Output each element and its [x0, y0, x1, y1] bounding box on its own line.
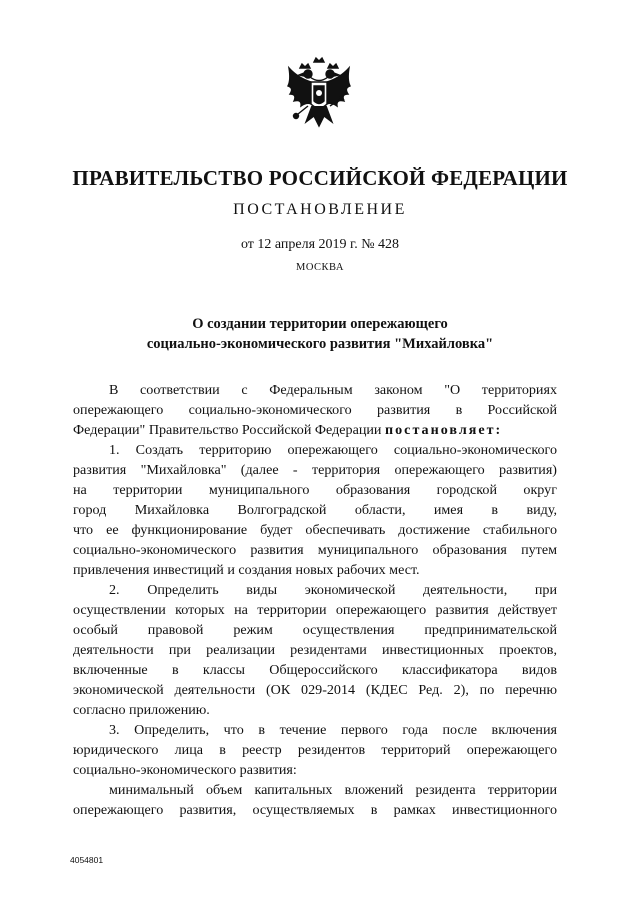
body-line: особый правовой режим осуществления предпринимательской: [73, 622, 557, 638]
body-line: развития "Михайловка" (далее - территория опережающего развития): [73, 462, 557, 478]
subject-line: социально-экономического развития "Михайловка": [146, 336, 494, 352]
coat-of-arms-icon: [284, 56, 354, 134]
body-line: социально-экономического развития муниципального образования путем: [73, 542, 557, 558]
body-line: включенные в классы Общероссийского классификатора видов: [73, 662, 557, 678]
document-subject: [0, 314, 640, 354]
body-line: В соответствии с Федеральным законом "О территориях: [109, 382, 557, 398]
body-line: на территории муниципального образования городской округ: [73, 482, 557, 498]
body-line: осуществлении которых на территории опережающего развития действует: [73, 602, 557, 618]
body-line: опережающего социально-экономического развития в Российской: [73, 402, 557, 418]
document-type: ПОСТАНОВЛЕНИЕ: [233, 201, 407, 218]
body-line: опережающего развития, осуществляемых в рамках инвестиционного: [73, 802, 557, 818]
body-line: 2. Определить виды экономической деятельности, при: [109, 582, 557, 598]
body-line: деятельности при реализации резидентами инвестиционных проектов,: [73, 642, 557, 658]
body-line: что ее функционирование будет обеспечивать достижение стабильного: [73, 522, 557, 538]
issue-city: МОСКВА: [296, 262, 344, 273]
body-line: согласно приложению.: [73, 702, 210, 718]
body-line: социально-экономического развития:: [73, 762, 297, 778]
body-line: юридического лица в реестр резидентов территорий опережающего: [73, 742, 557, 758]
document-code: 4054801: [70, 855, 104, 865]
body-line: 1. Создать территорию опережающего социально-экономического: [109, 442, 557, 458]
body-line: привлечения инвестиций и создания новых рабочих мест.: [73, 562, 420, 578]
body-line: экономической деятельности (ОК 029-2014 (КДЕС Ред. 2), по перечню: [73, 682, 557, 698]
body-line: 3. Определить, что в течение первого года после включения: [109, 722, 557, 738]
body-line: [73, 420, 557, 440]
government-title: ПРАВИТЕЛЬСТВО РОССИЙСКОЙ ФЕДЕРАЦИИ: [72, 166, 568, 190]
resolution-keyword: постановляет:: [385, 422, 503, 438]
body-line: минимальный объем капитальных вложений резидента территории: [109, 782, 557, 798]
subject-line: О создании территории опережающего: [192, 316, 448, 332]
body-line: город Михайловка Волгоградской области, имея в виду,: [73, 502, 557, 518]
body-text: Федерации" Правительство Российской Федерации: [73, 422, 382, 438]
document-body: [73, 380, 557, 820]
document-date-number: от 12 апреля 2019 г. № 428: [240, 237, 400, 252]
